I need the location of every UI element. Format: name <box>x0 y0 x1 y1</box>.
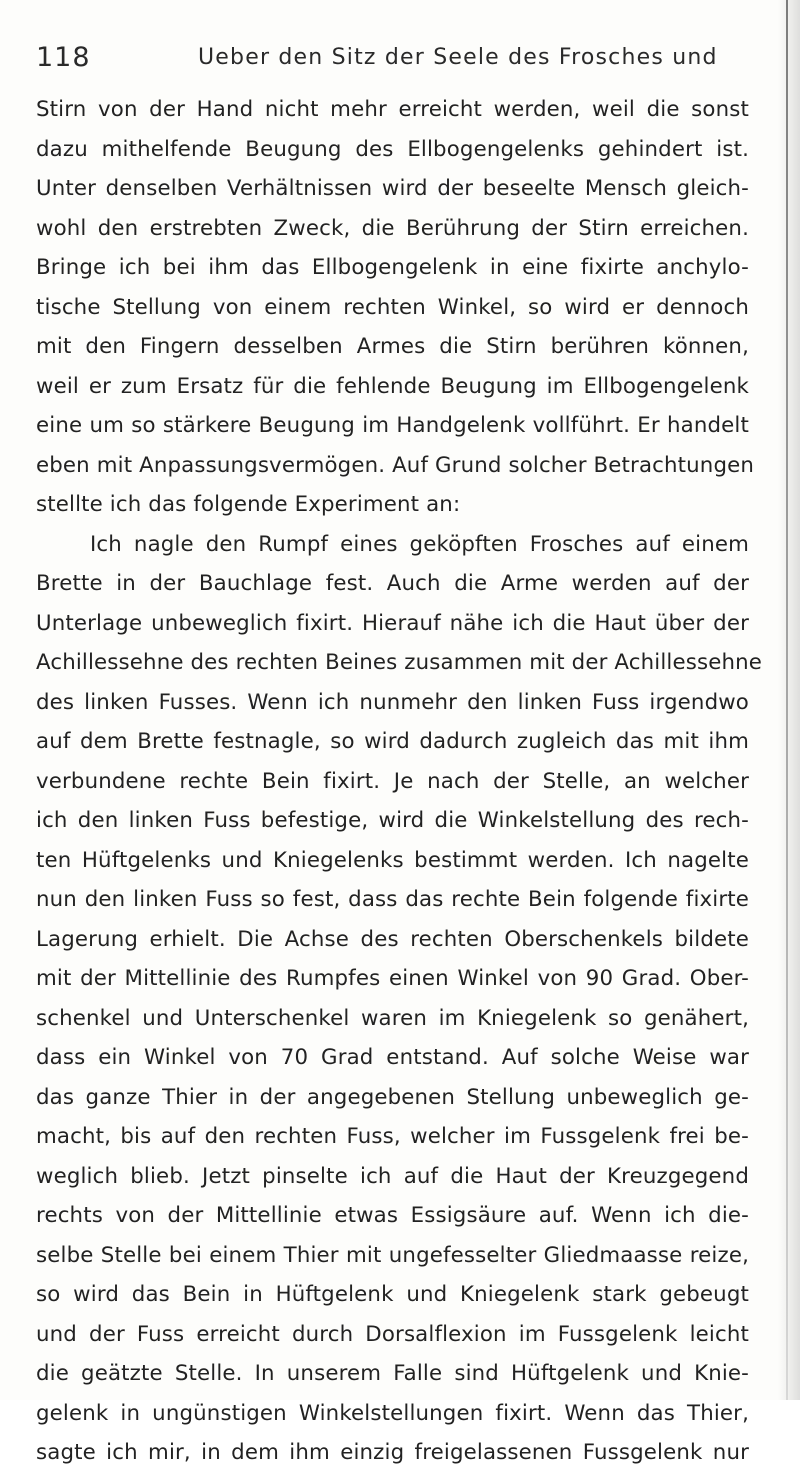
text-line: Unter denselben Verhältnissen wird der beseelte Mensch gleich- <box>36 176 749 201</box>
page-number: 118 <box>36 42 91 73</box>
text-line: das ganze Thier in der angegebenen Stellung unbeweglich ge- <box>36 1084 749 1110</box>
text-line: dazu mithelfende Beugung des Ellbogengelenks gehindert ist. <box>36 136 749 162</box>
text-line: tische Stellung von einem rechten Winkel, so wird er dennoch <box>36 294 749 320</box>
text-line: selbe Stelle bei einem Thier mit ungefesselter Gliedmaasse reize, <box>36 1242 749 1268</box>
text-line: weglich blieb. Jetzt pinselte ich auf die Haut der Kreuzgegend <box>36 1163 749 1189</box>
text-line: des linken Fusses. Wenn ich nunmehr den linken Fuss irgendwo <box>36 689 749 715</box>
text-line: wohl den erstrebten Zweck, die Berührung der Stirn erreichen. <box>36 215 749 241</box>
text-line: dass ein Winkel von 70 Grad entstand. Auf solche Weise war <box>36 1045 749 1070</box>
text-line: Achillessehne des rechten Beines zusammen mit der Achillessehne <box>36 650 763 675</box>
text-line: ten Hüftgelenks und Kniegelenks bestimmt werden. Ich nagelte <box>36 847 749 873</box>
page-edge-shadow <box>778 0 800 1400</box>
running-title: Ueber den Sitz der Seele des Frosches und <box>198 45 718 70</box>
text-line: auf dem Brette festnagle, so wird dadurch zugleich das mit ihm <box>36 729 749 754</box>
text-line: Stirn von der Hand nicht mehr erreicht werden, weil die sonst <box>36 97 749 122</box>
text-line: die geätzte Stelle. In unserem Falle sind Hüftgelenk und Knie- <box>36 1361 749 1386</box>
text-line: Lagerung erhielt. Die Achse des rechten Oberschenkels bildete <box>36 926 749 952</box>
text-line: weil er zum Ersatz für die fehlende Beugung im Ellbogengelenk <box>36 373 749 399</box>
text-line: ich den linken Fuss befestige, wird die Winkelstellung des rech- <box>36 808 749 833</box>
text-line: macht, bis auf den rechten Fuss, welcher im Fussgelenk frei be- <box>36 1124 749 1149</box>
running-head <box>36 38 756 78</box>
text-line: Unterlage unbeweglich fixirt. Hierauf nähe ich die Haut über der <box>36 610 749 636</box>
text-line: eine um so stärkere Beugung im Handgelenk vollführt. Er handelt <box>36 413 749 438</box>
text-line: Bringe ich bei ihm das Ellbogengelenk in eine fixirte anchylo- <box>36 255 749 280</box>
paragraph-end-line: stellte ich das folgende Experiment an: <box>36 492 461 517</box>
text-line: mit den Fingern desselben Armes die Stirn berühren können, <box>36 334 749 359</box>
text-line: gelenk in ungünstigen Winkelstellungen fixirt. Wenn das Thier, <box>36 1400 749 1426</box>
text-line: sagte ich mir, in dem ihm einzig freigelassenen Fussgelenk nur <box>36 1440 749 1465</box>
text-line: rechts von der Mittellinie etwas Essigsäure auf. Wenn ich die- <box>36 1203 749 1228</box>
text-line: Brette in der Bauchlage fest. Auch die Arme werden auf der <box>36 571 749 596</box>
text-line: verbundene rechte Bein fixirt. Je nach der Stelle, an welcher <box>36 768 749 794</box>
paragraph-start-line: Ich nagle den Rumpf eines geköpften Frosches auf einem <box>90 531 749 557</box>
body-text <box>36 90 763 1473</box>
text-line: und der Fuss erreicht durch Dorsalflexion im Fussgelenk leicht <box>36 1321 749 1347</box>
text-line: mit der Mittellinie des Rumpfes einen Winkel von 90 Grad. Ober- <box>36 966 749 991</box>
text-line: so wird das Bein in Hüftgelenk und Kniegelenk stark gebeugt <box>36 1282 749 1307</box>
text-line: nun den linken Fuss so fest, dass das rechte Bein folgende fixirte <box>36 887 749 912</box>
text-line: eben mit Anpassungsvermögen. Auf Grund solcher Betrachtungen <box>36 452 755 478</box>
text-line: schenkel und Unterschenkel waren im Kniegelenk so genähert, <box>36 1005 749 1031</box>
page-edge-line <box>786 0 788 1400</box>
